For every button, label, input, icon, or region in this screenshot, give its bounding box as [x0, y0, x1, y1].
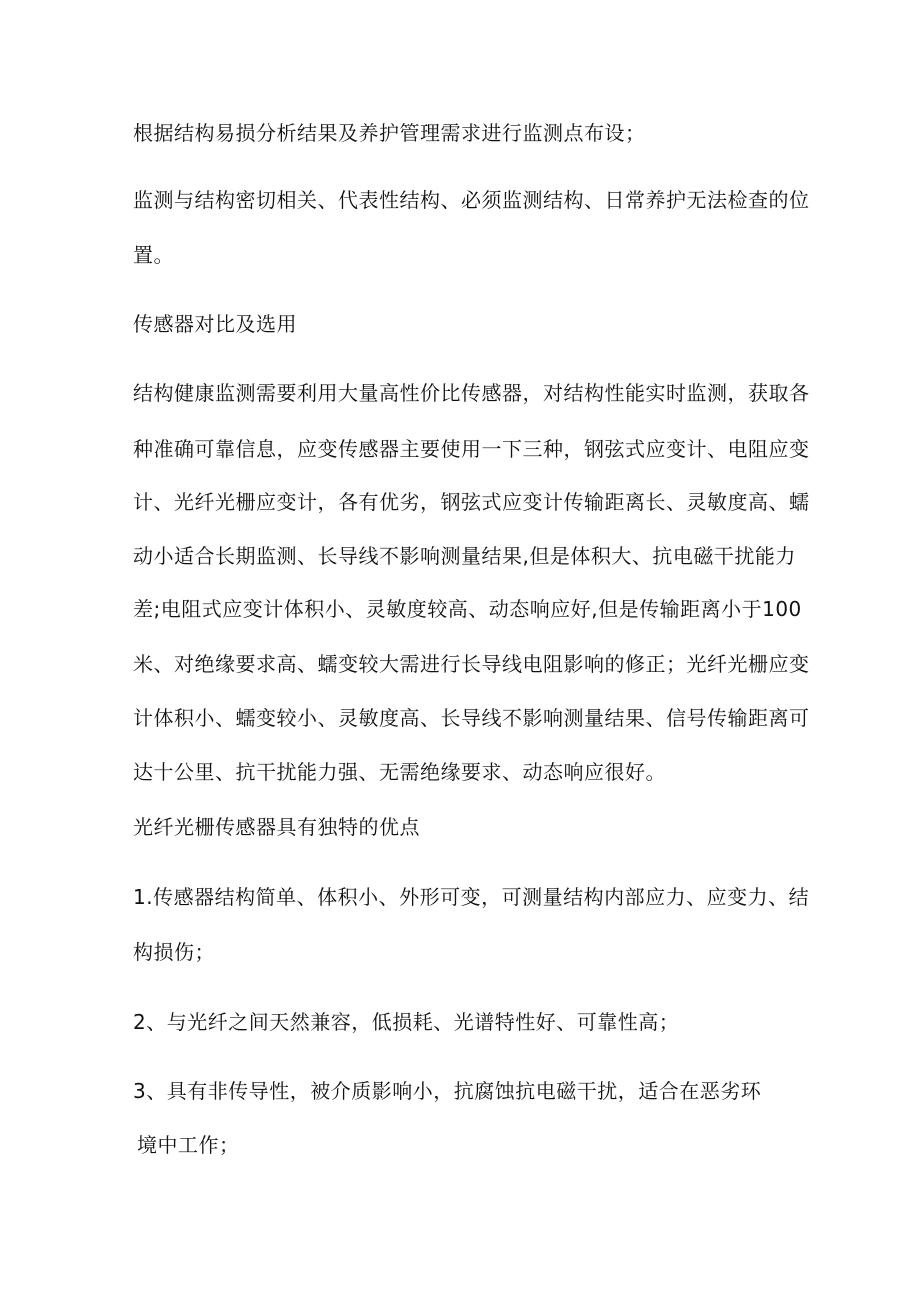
section-heading-fbg-advantages: 光纤光栅传感器具有独特的优点 [133, 815, 420, 839]
paragraph-sensor-comparison-line-8: 达十公里、抗干扰能力强、无需绝缘要求、动态响应很好。 [133, 760, 666, 784]
paragraph-monitoring-positions-cont: 置。 [133, 243, 174, 267]
paragraph-sensor-comparison-line-6: 米、对绝缘要求高、蠕变较大需进行长导线电阻影响的修正；光纤光栅应变 [133, 652, 810, 676]
list-item-1-line-1: 1.传感器结构简单、体积小、外形可变，可测量结构内部应力、应变力、结 [133, 885, 810, 909]
paragraph-monitoring-layout: 根据结构易损分析结果及养护管理需求进行监测点布设； [133, 121, 646, 145]
list-item-3-line-2: 境中工作； [137, 1133, 240, 1157]
section-heading-sensor-selection: 传感器对比及选用 [133, 312, 297, 336]
paragraph-sensor-comparison-line-5: 差;电阻式应变计体积小、灵敏度较高、动态响应好,但是传输距离小于100 [133, 597, 802, 621]
paragraph-monitoring-positions: 监测与结构密切相关、代表性结构、必须监测结构、日常养护无法检查的位 [133, 188, 810, 212]
paragraph-sensor-comparison-line-4: 动小适合长期监测、长导线不影响测量结果,但是体积大、抗电磁干扰能力 [133, 544, 796, 568]
paragraph-sensor-comparison-line-2: 种准确可靠信息，应变传感器主要使用一下三种，钢弦式应变计、电阻应变 [133, 437, 810, 461]
list-item-1-line-2: 构损伤； [133, 940, 215, 964]
list-item-2: 2、与光纤之间天然兼容，低损耗、光谱特性好、可靠性高； [133, 1010, 680, 1034]
paragraph-sensor-comparison-line-7: 计体积小、蠕变较小、灵敏度高、长导线不影响测量结果、信号传输距离可 [133, 706, 810, 730]
paragraph-sensor-comparison-line-3: 计、光纤光栅应变计，各有优劣，钢弦式应变计传输距离长、灵敏度高、蠕 [133, 490, 810, 514]
list-item-3-line-1: 3、具有非传导性，被介质影响小，抗腐蚀抗电磁干扰，适合在恶劣环 [133, 1079, 762, 1103]
paragraph-sensor-comparison-line-1: 结构健康监测需要利用大量高性价比传感器，对结构性能实时监测，获取各 [133, 381, 810, 405]
